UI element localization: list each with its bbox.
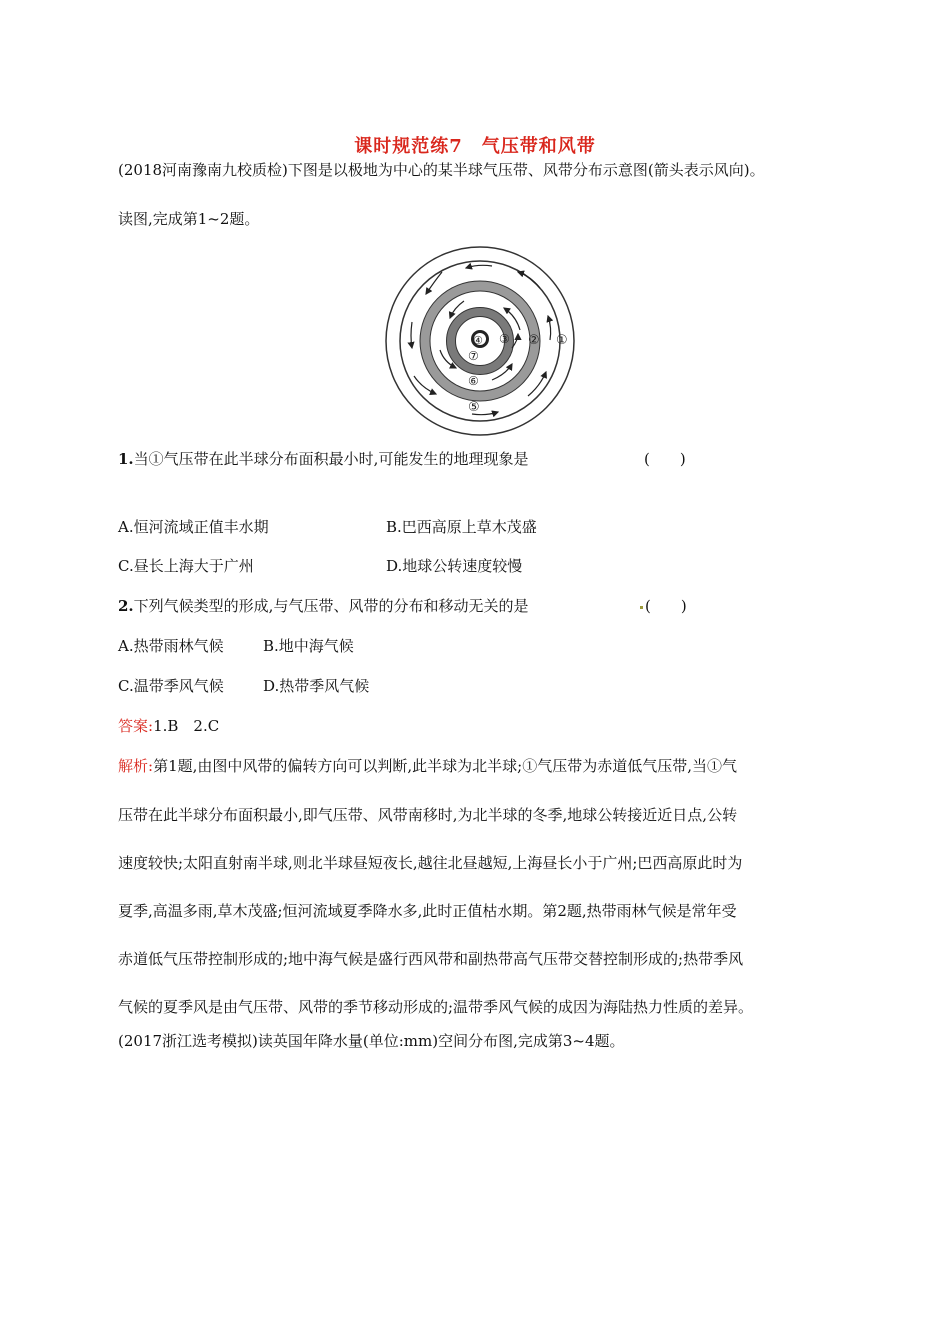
question-1-number: 1. [118,450,134,468]
q2-option-d: D.热带季风气候 [263,677,370,695]
label-1: ① [556,333,568,348]
label-5: ⑤ [468,400,480,415]
page-title: 课时规范练7 气压带和风带 [354,136,596,157]
q1-option-a: A.恒河流域正值丰水期 [118,518,269,536]
question-2-answer-blank: ( ) [640,596,687,616]
label-4: ④ [473,334,483,347]
analysis-line-2: 压带在此半球分布面积最小,即气压带、风带南移时,为北半球的冬季,地球公转接近近日点,公转 [118,806,738,824]
answer-label: 答案: [118,717,154,735]
intro-text: (2018河南豫南九校质检)下图是以极地为中心的某半球气压带、风带分布示意图(箭头表示风向)。 [118,161,765,179]
analysis-line-5: 赤道低气压带控制形成的;地中海气候是盛行西风带和副热带高气压带交替控制形成的;热带季风 [118,950,744,968]
label-3: ③ [499,332,510,346]
q2-option-c: C.温带季风气候 [118,677,224,695]
analysis-line-3: 速度较快;太阳直射南半球,则北半球昼短夜长,越往北昼越短,上海昼长小于广州;巴西高原此时为 [118,854,743,872]
analysis-line-6: 气候的夏季风是由气压带、风带的季节移动形成的;温带季风气候的成因为海陆热力性质的差异。 [118,998,754,1016]
answer-text: 1.B 2.C [153,717,220,735]
q2-option-a: A.热带雨林气候 [118,637,224,655]
analysis-line-4: 夏季,高温多雨,草木茂盛;恒河流域夏季降水多,此时正值枯水期。第2题,热带雨林气候是常年受 [118,902,737,920]
intro-instruction: 读图,完成第1~2题。 [118,210,260,228]
label-7: ⑦ [468,349,479,363]
question-2 [118,596,528,616]
q1-option-d: D.地球公转速度较慢 [386,557,523,575]
question-1-stem: 当①气压带在此半球分布面积最小时,可能发生的地理现象是 [133,450,529,468]
q2-option-b: B.地中海气候 [263,637,354,655]
question-2-stem: 下列气候类型的形成,与气压带、风带的分布和移动无关的是 [133,597,529,615]
q1-option-b: B.巴西高原上草木茂盛 [386,518,537,536]
question-2-number: 2. [118,597,134,615]
analysis-line-1: 解析:第1题,由图中风带的偏转方向可以判断,此半球为北半球;①气压带为赤道低气压带,当①气 [118,757,737,775]
question-1 [118,449,528,469]
label-2: ② [528,333,540,348]
question-1-answer-blank: ( ) [644,450,686,468]
answer-line [118,716,219,736]
analysis-label: 解析: [118,757,154,775]
q1-option-c: C.昼长上海大于广州 [118,557,254,575]
pressure-wind-belt-diagram [382,244,582,440]
next-section-intro: (2017浙江选考模拟)读英国年降水量(单位:mm)空间分布图,完成第3~4题。 [118,1032,625,1050]
label-6: ⑥ [468,374,479,388]
stray-dot [640,606,643,609]
